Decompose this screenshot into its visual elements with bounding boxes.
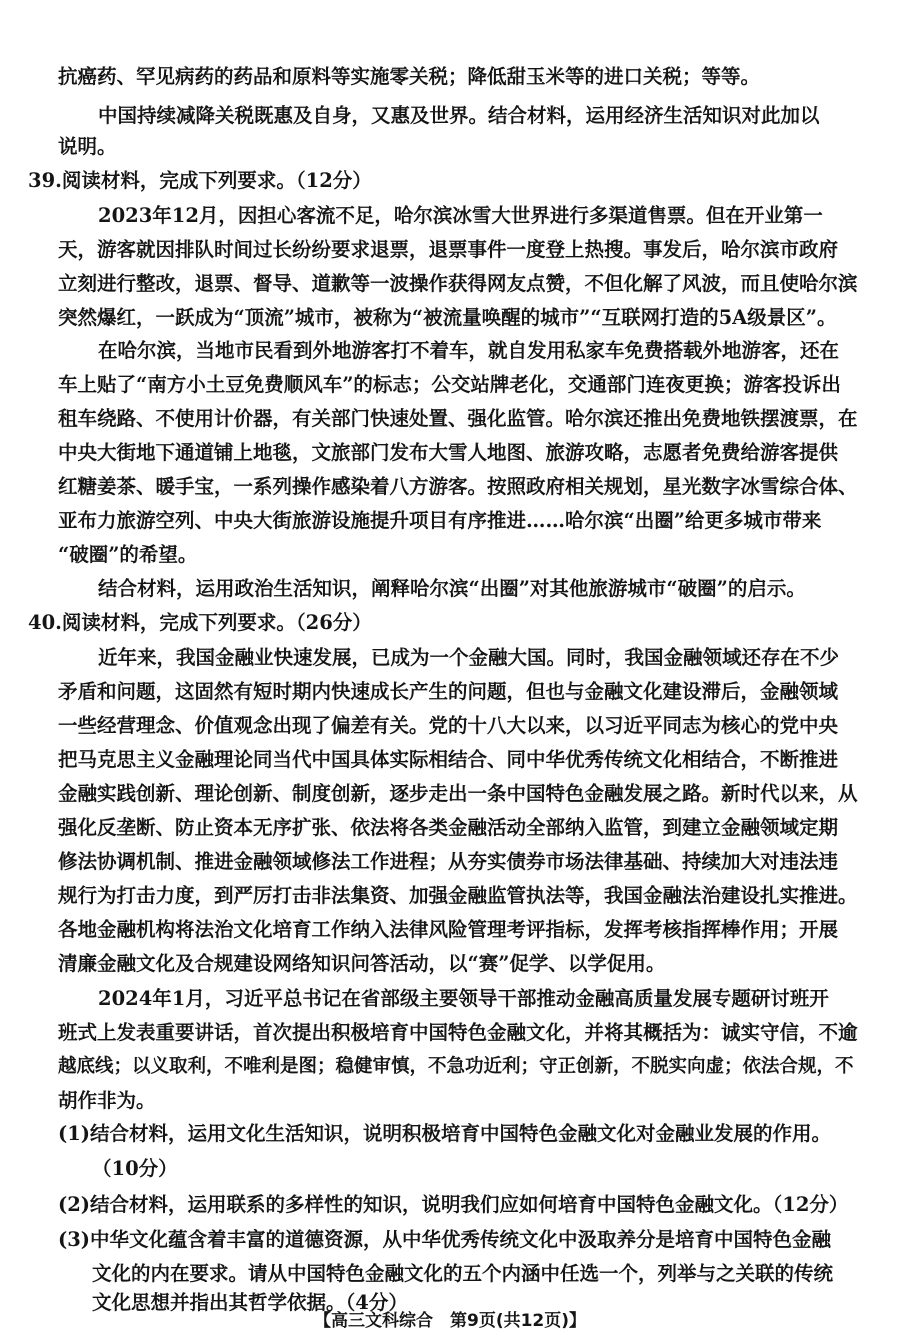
q40-subquestion-3: (3)中华文化蕴含着丰富的道德资源，从中华优秀传统文化中汲取养分是培育中国特色金融 bbox=[58, 1228, 832, 1251]
q39-material-line: 2023年12月，因担心客流不足，哈尔滨冰雪大世界进行多渠道售票。但在开业第一 bbox=[98, 204, 823, 227]
q40-material-line: 2024年1月，习近平总书记在省部级主要领导干部推动金融高质量发展专题研讨班开 bbox=[98, 987, 829, 1010]
q39-material-line: 亚布力旅游空列、中央大街旅游设施提升项目有序推进……哈尔滨“出圈”给更多城市带来 bbox=[58, 509, 822, 532]
q40-material-line: 强化反垄断、防止资本无序扩张、依法将各类金融活动全部纳入监管，到建立金融领域定期 bbox=[58, 816, 839, 839]
q39-material-line: 红糖姜茶、暖手宝，一系列操作感染着八方游客。按照政府相关规划，星光数字冰雪综合体、 bbox=[58, 475, 858, 498]
q40-subquestion-1-score: （10分） bbox=[92, 1157, 178, 1180]
q40-material-line: 越底线；以义取利，不唯利是图；稳健审慎，不急功近利；守正创新，不脱实向虚；依法合规，不 bbox=[58, 1056, 854, 1077]
q40-subquestion-3: 文化的内在要求。请从中国特色金融文化的五个内涵中任选一个，列举与之关联的传统 bbox=[92, 1262, 834, 1285]
q40-header: 40.阅读材料，完成下列要求。（26分） bbox=[28, 611, 372, 634]
q39-material-line: 天，游客就因排队时间过长纷纷要求退票，退票事件一度登上热搜。事发后，哈尔滨市政府 bbox=[58, 238, 839, 261]
q40-material-line: 清廉金融文化及合规建设网络知识问答活动，以“赛”促学、以学促用。 bbox=[58, 952, 666, 975]
q38-question-line: 说明。 bbox=[58, 135, 117, 158]
q40-material-line: 规行为打击力度，到严厉打击非法集资、加强金融监管执法等，我国金融法治建设扎实推进。 bbox=[58, 884, 858, 907]
q39-material-line: “破圈”的希望。 bbox=[58, 543, 198, 566]
q40-material-line: 金融实践创新、理论创新、制度创新，逐步走出一条中国特色金融发展之路。新时代以来，从 bbox=[58, 782, 858, 805]
q39-material-line: 立刻进行整改，退票、督导、道歉等一波操作获得网友点赞，不但化解了风波，而且使哈尔滨 bbox=[58, 272, 858, 295]
q39-material-line: 中央大街地下通道铺上地毯，文旅部门发布大雪人地图、旅游攻略，志愿者免费给游客提供 bbox=[58, 441, 839, 464]
intro-line: 抗癌药、罕见病药的药品和原料等实施零关税；降低甜玉米等的进口关税；等等。 bbox=[58, 65, 761, 88]
q39-question: 结合材料，运用政治生活知识，阐释哈尔滨“出圈”对其他旅游城市“破圈”的启示。 bbox=[98, 577, 806, 600]
q40-material-line: 班式上发表重要讲话，首次提出积极培育中国特色金融文化，并将其概括为：诚实守信，不逾 bbox=[58, 1021, 858, 1044]
q40-material-line: 修法协调机制、推进金融领域修法工作进程；从夯实债券市场法律基础、持续加大对违法违 bbox=[58, 850, 839, 873]
q40-material-line: 胡作非为。 bbox=[58, 1089, 156, 1112]
q39-material-line: 车上贴了“南方小土豆免费顺风车”的标志；公交站牌老化，交通部门连夜更换；游客投诉出 bbox=[58, 373, 841, 396]
q39-material-line: 在哈尔滨，当地市民看到外地游客打不着车，就自发用私家车免费搭载外地游客，还在 bbox=[98, 339, 840, 362]
q40-subquestion-3: 文化思想并指出其哲学依据。（4分） bbox=[92, 1291, 408, 1314]
q39-material-line: 突然爆红，一跃成为“顶流”城市，被称为“被流量唤醒的城市”“互联网打造的5A级景区”。 bbox=[58, 306, 837, 329]
q39-header: 39.阅读材料，完成下列要求。（12分） bbox=[28, 169, 372, 192]
q40-material-line: 一些经营理念、价值观念出现了偏差有关。党的十八大以来，以习近平同志为核心的党中央 bbox=[58, 714, 839, 737]
q40-material-line: 各地金融机构将法治文化培育工作纳入法律风险管理考评指标，发挥考核指挥棒作用；开展 bbox=[58, 918, 839, 941]
q40-subquestion-2: (2)结合材料，运用联系的多样性的知识，说明我们应如何培育中国特色金融文化。（12分） bbox=[58, 1193, 849, 1216]
q40-material-line: 把马克思主义金融理论同当代中国具体实际相结合、同中华优秀传统文化相结合，不断推进 bbox=[58, 748, 839, 771]
q40-material-line: 矛盾和问题，这固然有短时期内快速成长产生的问题，但也与金融文化建设滞后，金融领域 bbox=[58, 680, 839, 703]
page-footer: 【高三文科综合 第9页(共12页)】 bbox=[313, 1311, 587, 1331]
q40-subquestion-1: (1)结合材料，运用文化生活知识，说明积极培育中国特色金融文化对金融业发展的作用。 bbox=[58, 1122, 832, 1145]
q39-material-line: 租车绕路、不使用计价器，有关部门快速处置、强化监管。哈尔滨还推出免费地铁摆渡票，在 bbox=[58, 407, 858, 430]
q38-question-line: 中国持续减降关税既惠及自身，又惠及世界。结合材料，运用经济生活知识对此加以 bbox=[98, 104, 820, 127]
q40-material-line: 近年来，我国金融业快速发展，已成为一个金融大国。同时，我国金融领域还存在不少 bbox=[98, 646, 840, 669]
